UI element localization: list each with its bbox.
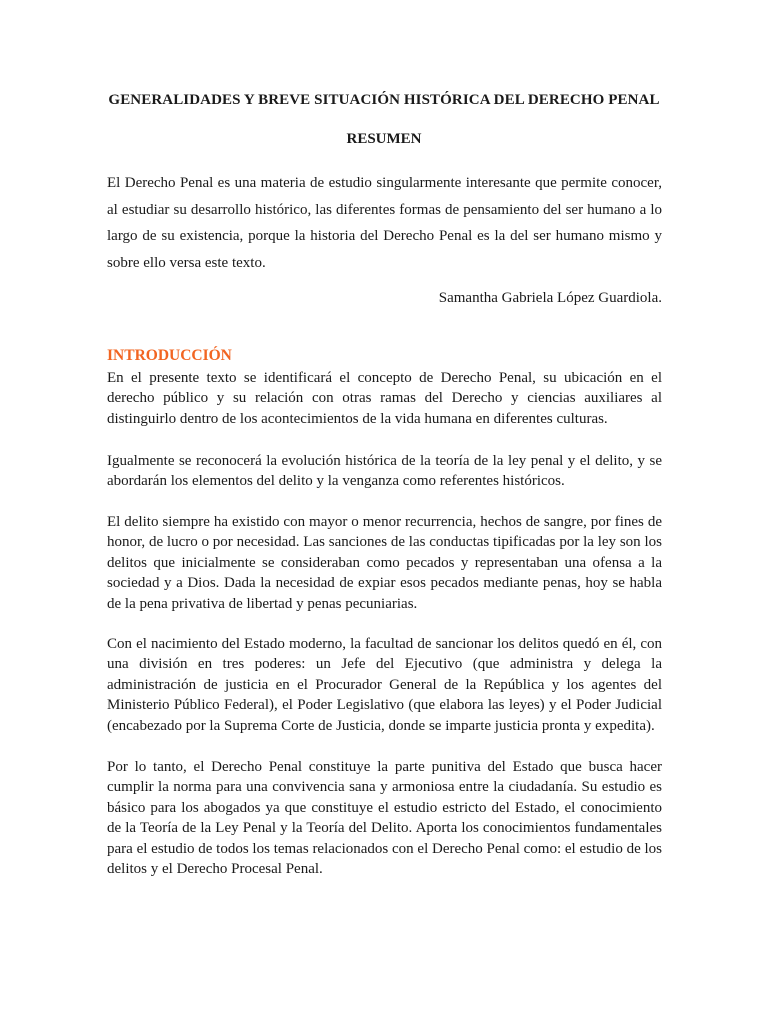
paragraph: El delito siempre ha existido con mayor o menor recurrencia, hechos de sangre, por fines de honor, de lucro o por necesidad. Las sanciones de las conductas tipificadas por la ley son los delitos que inicialmente se consideraban como pecados y representaban una ofensa a la sociedad y a Dios. Dada la necesidad de expiar esos pecados mediante penas, hoy se habla de la pena privativa de libertad y penas pecuniarias. [107, 514, 662, 612]
section-heading-introduccion: INTRODUCCIÓN [107, 347, 232, 364]
paragraph: Con el nacimiento del Estado moderno, la facultad de sancionar los delitos quedó en él, con una división en tres poderes: un Jefe del Ejecutivo (que administra y delega la administración de justicia en el Procurador General de la República y los agentes del Ministerio Público Federal), el Poder Legislativo (que elabora las leyes) y el Poder Judicial (encabezado por la Suprema Corte de Justicia, donde se imparte justicia pronta y expedita). [107, 636, 662, 734]
paragraph: En el presente texto se identificará el concepto de Derecho Penal, su ubicación en el derecho público y su relación con otras ramas del Derecho y ciencias auxiliares al distinguirlo dentro de los acontecimientos de la vida humana en diferentes culturas. [107, 370, 662, 427]
paragraph: Por lo tanto, el Derecho Penal constituye la parte punitiva del Estado que busca hacer cumplir la norma para una convivencia sana y armoniosa entre la ciudadanía. Su estudio es básico para los abogados ya que constituye el estudio estricto del Estado, el conocimiento de la Teoría de la Ley Penal y la Teoría del Delito. Aporta los conocimientos fundamentales para el estudio de todos los temas relacionados con el Derecho Penal como: el estudio de los delitos y el Derecho Procesal Penal. [107, 759, 662, 878]
author-name: Samantha Gabriela López Guardiola. [438, 290, 662, 306]
paragraph: Igualmente se reconocerá la evolución histórica de la teoría de la ley penal y el delito, y se abordarán los elementos del delito y la venganza como referentes históricos. [107, 453, 662, 490]
abstract-text: El Derecho Penal es una materia de estudio singularmente interesante que permite conocer, al estudiar su desarrollo histórico, las diferentes formas de pensamiento del ser humano a lo largo de su existencia, porque la historia del Derecho Penal es la del ser humano mismo y sobre ello versa este texto. [107, 175, 662, 271]
abstract-heading: RESUMEN [346, 131, 422, 147]
document-title: GENERALIDADES Y BREVE SITUACIÓN HISTÓRICA DEL DERECHO PENAL [108, 92, 660, 108]
